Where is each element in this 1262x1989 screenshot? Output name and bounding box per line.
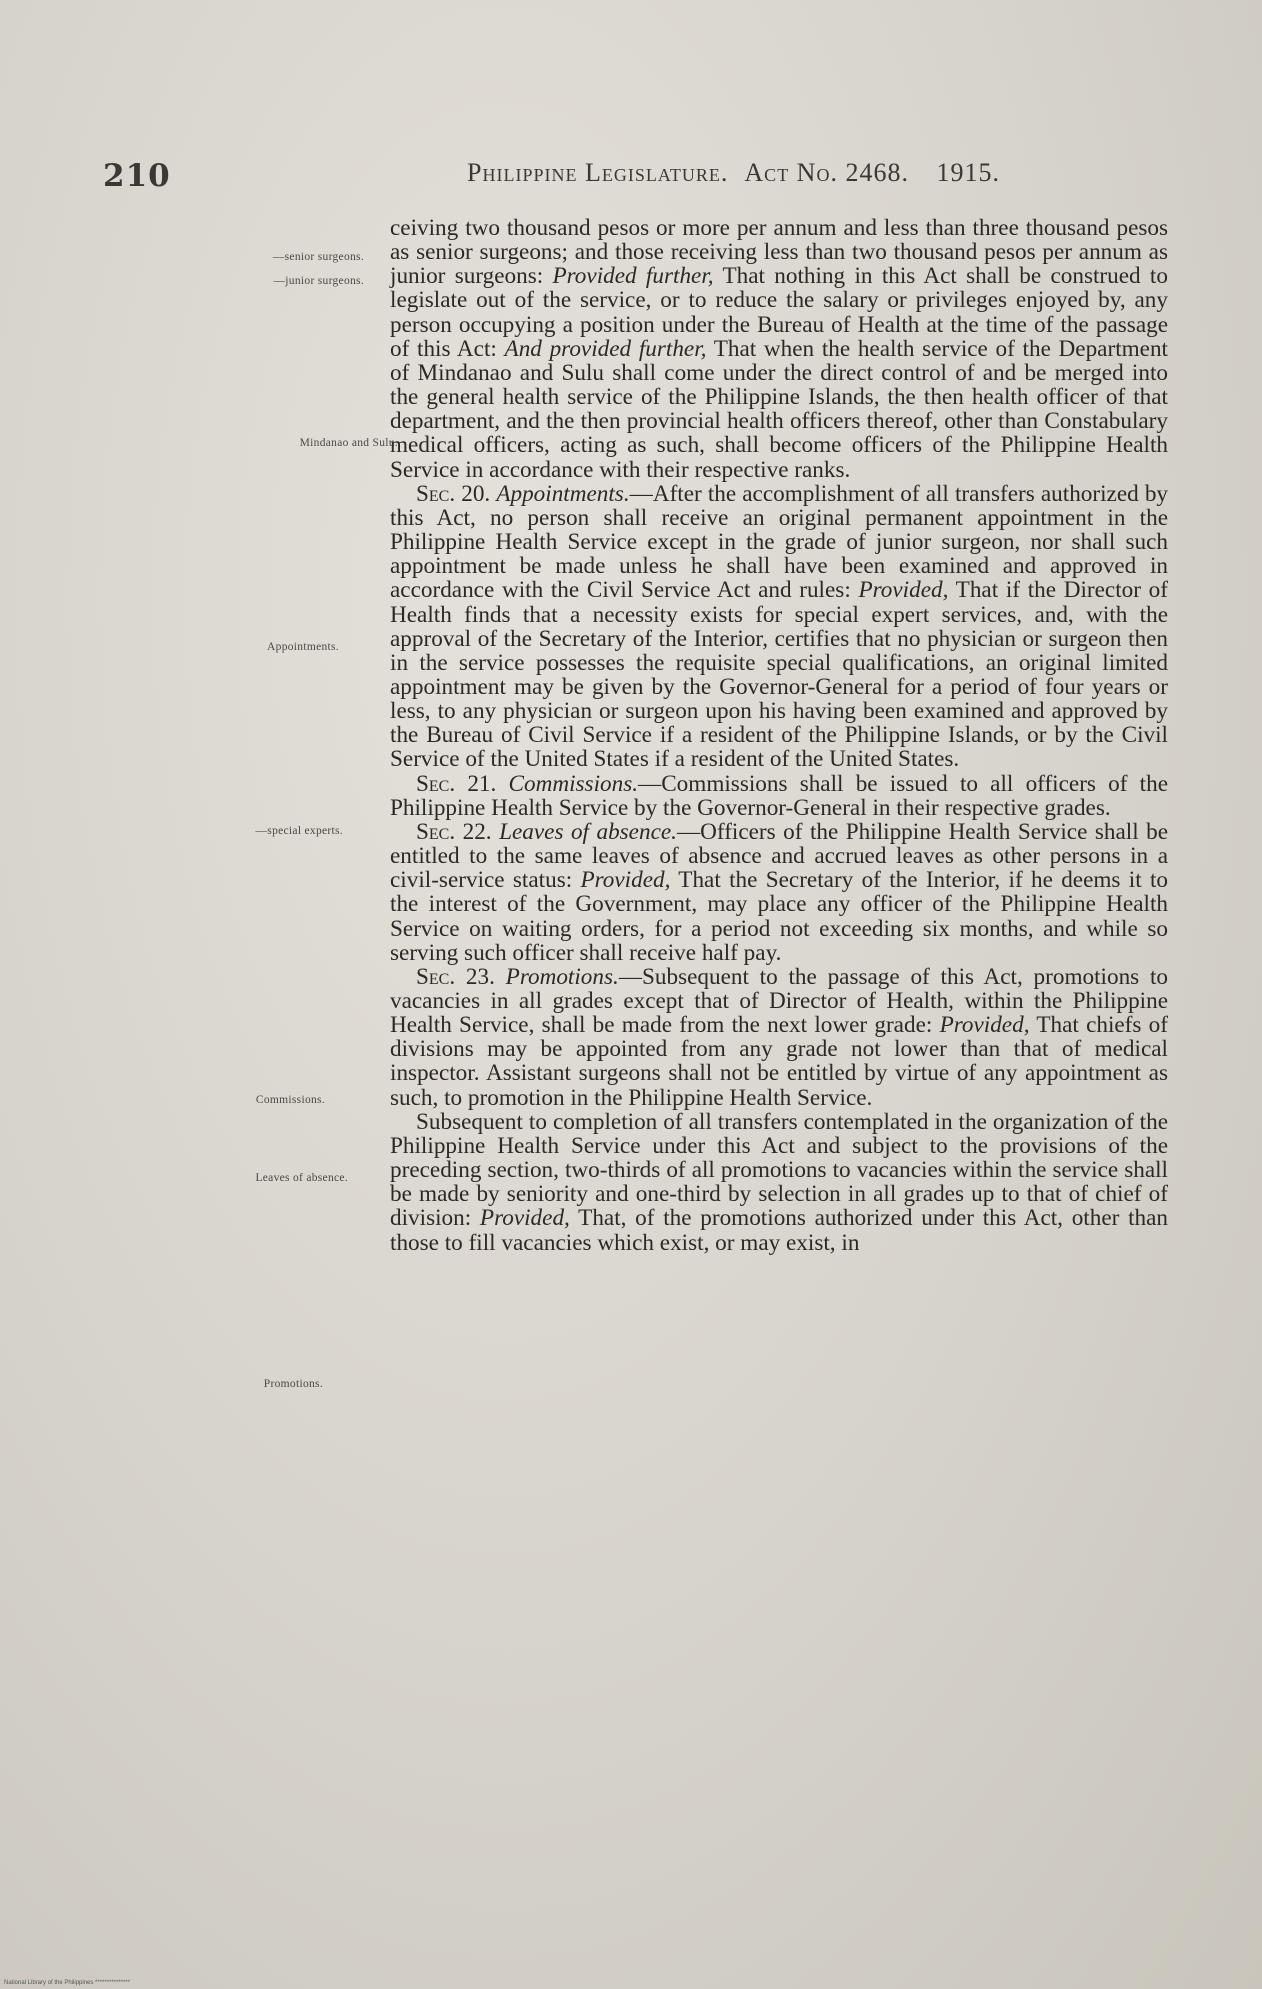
text-run: —Commissions shall be issued to all officers of the Philippine Health Service by the Governor-General in their respective grades.	[390, 770, 1168, 821]
text-run: —After the accomplishment of all transfers authorized by this Act, no person shall receive an original permanent appointment in the Philippine Health Service except in the grade of junior surgeon, nor shall such appointment be made unless he shall have been examined and approved in accordance with the Civil Service Act and rules:	[390, 480, 1169, 604]
margin-note-junior-surgeons: —junior surgeons.	[273, 275, 364, 287]
body-text	[390, 216, 1168, 1255]
text-run: ceiving two thousand pesos or more per annum and less than three thousand pesos as senior surgeons; and those receiving less than two thousand pesos per annum as junior surgeons:	[390, 215, 1168, 290]
section-title: Commissions.	[508, 770, 639, 797]
section-label: Sec. 23.	[416, 963, 495, 990]
text-run-italic: And provided further,	[504, 335, 707, 362]
text-run: That, of the promotions authorized under this Act, other than those to fill vacancies which exist, or may exist, in	[390, 1205, 1168, 1256]
section-title: Leaves of absence.	[499, 818, 677, 845]
margin-note-promotions: Promotions.	[263, 1378, 323, 1390]
running-head-legislature: Philippine Legislature.	[467, 158, 729, 187]
margin-note-appointments: Appointments.	[267, 641, 339, 653]
margin-note-commissions: Commissions.	[255, 1094, 325, 1106]
section-label: Sec. 21.	[416, 770, 497, 797]
text-run: That when the health service of the Department of Mindanao and Sulu shall come under the direct control of and be merged into the general health service of the Philippine Islands, the then health officer of that department, and the then provincial health officers thereof, other than Constabulary medical officers, acting as such, shall become officers of the Philippine Health Service in accordance with their respective ranks.	[390, 335, 1168, 483]
text-run: Subsequent to completion of all transfers contemplated in the organization of the Philippine Health Service under this Act and subject to the provisions of the preceding section, two-thirds of all promotions to vacancies within the service shall be made by seniority and one-third by selection in all grades up to that of chief of division:	[390, 1108, 1168, 1232]
text-run: That the Secretary of the Interior, if he deems it to the interest of the Government, may place any officer of the Philippine Health Service on waiting orders, for a period not exceeding six months, and while so serving such officer shall receive half pay.	[390, 867, 1168, 966]
running-head-act: Act No. 2468.	[744, 158, 909, 187]
text-run-italic: Provided further,	[552, 263, 714, 290]
running-head-year: 1915.	[936, 158, 1000, 187]
text-run: —Subsequent to the passage of this Act, promotions to vacancies in all grades except that of Director of Health, within the Philippine Health Service, shall be made from the next lower grade:	[390, 963, 1168, 1039]
margin-note-senior-surgeons: —senior surgeons.	[272, 251, 364, 263]
section-20-appointments	[390, 482, 1168, 772]
text-run-italic: Provided,	[479, 1205, 570, 1232]
page-number: 210	[103, 158, 171, 194]
margin-note-leaves-of-absence: Leaves of absence.	[255, 1172, 348, 1184]
text-run: —Officers of the Philippine Health Service shall be entitled to the same leaves of absence and accrued leaves as other persons in a civil-service status:	[390, 818, 1169, 894]
section-23-promotions	[390, 965, 1168, 1110]
section-title: Promotions.	[505, 963, 619, 990]
section-label: Sec. 20.	[416, 480, 491, 507]
text-run-italic: Provided,	[580, 867, 671, 894]
section-label: Sec. 22.	[416, 818, 492, 845]
section-21-commissions	[390, 772, 1168, 820]
scan-footer-credit: National Library of the Philippines ***************	[4, 1980, 131, 1986]
text-run-italic: Provided,	[858, 577, 949, 604]
section-22-leaves-of-absence	[390, 820, 1168, 965]
text-run: That chiefs of divisions may be appointed from any grade not lower than that of medical inspector. Assistant surgeons shall not be entitled by virtue of any appointment as such, to promotion in the Philippine Health Service.	[390, 1012, 1168, 1111]
running-head	[467, 158, 1117, 188]
text-run: That nothing in this Act shall be construed to legislate out of the service, or to reduce the salary or privileges enjoyed by, any person occupying a position under the Bureau of Health at the time of the passage of this Act:	[390, 263, 1168, 362]
margin-note-special-experts: —special experts.	[255, 825, 343, 837]
text-run-italic: Provided,	[939, 1012, 1030, 1039]
section-title: Appointments.	[496, 480, 630, 507]
text-run: That if the Director of Health finds that a necessity exists for special expert services, and, with the approval of the Secretary of the Interior, certifies that no physician or surgeon then in the service possesses the requisite special qualifications, an original limited appointment may be given by the Governor-General for a period of four years or less, to any physician or surgeon upon his having been examined and approved by the Bureau of Civil Service if a resident of the Philippine Islands, or by the Civil Service of the United States if a resident of the United States.	[390, 577, 1168, 773]
paragraph-continued	[390, 216, 1168, 482]
margin-note-mindanao-sulu: Mindanao and Sulu.	[299, 437, 398, 449]
paragraph-promotions-continued	[390, 1110, 1168, 1255]
